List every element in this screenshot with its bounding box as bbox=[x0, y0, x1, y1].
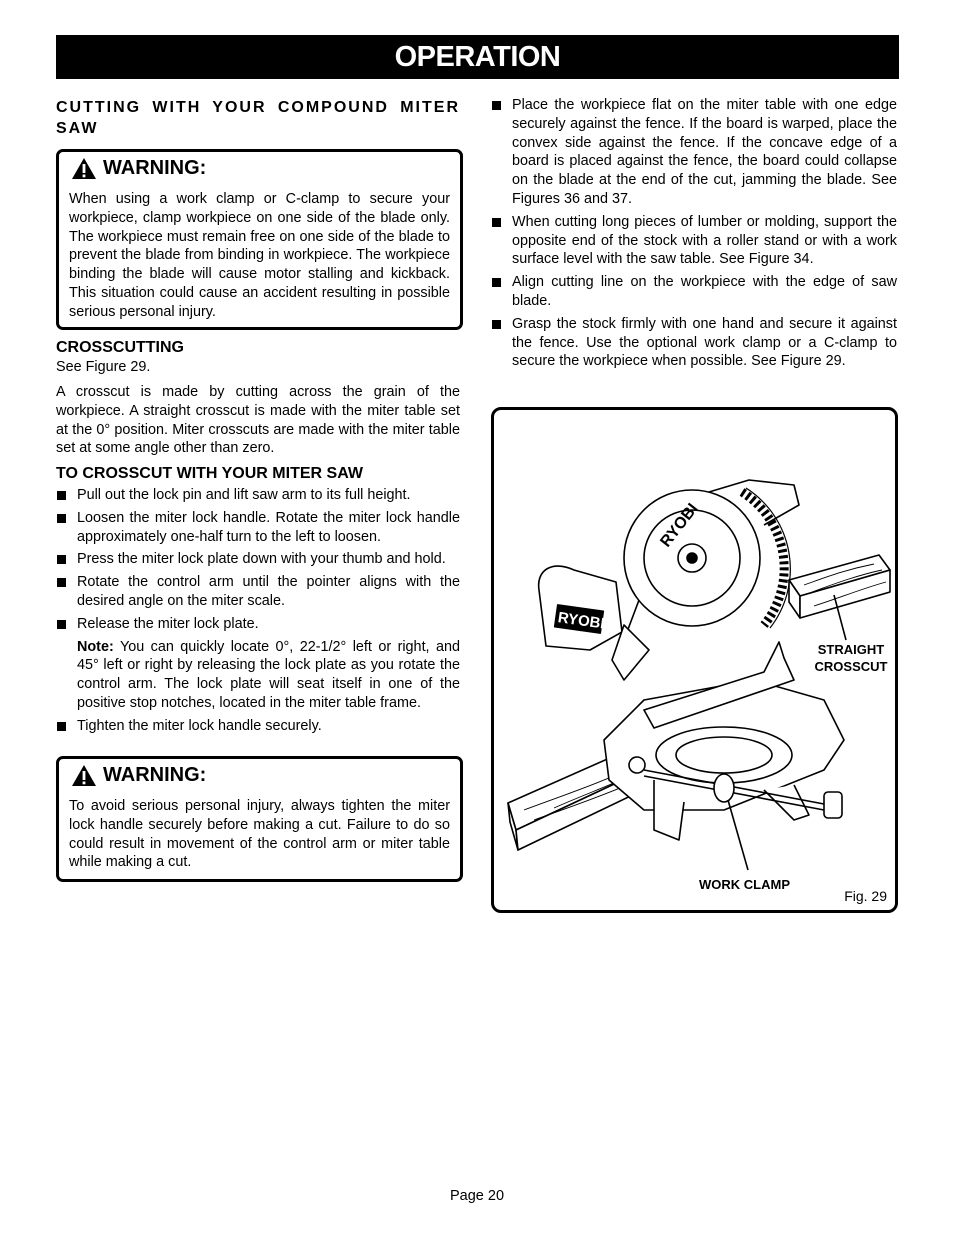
section-title: CUTTING WITH YOUR COMPOUND MITER SAW bbox=[56, 99, 460, 137]
page-header: OPERATION bbox=[56, 35, 899, 79]
list-item: Release the miter lock plate. bbox=[56, 615, 460, 634]
straight-crosscut-label bbox=[806, 641, 896, 675]
warning-heading-text: WARNING: bbox=[103, 157, 207, 179]
list-item: Place the workpiece flat on the miter table with one edge securely against the fence. If the board is warped, place the convex side against the fence. If the concave edge of a board is placed against the fence, the board could collapse on the blade at the end of the cut, jamming the blade. See Figures 36 and 37. bbox=[491, 96, 897, 209]
bullet-square-icon bbox=[492, 320, 501, 329]
to-crosscut-title: TO CROSSCUT WITH YOUR MITER SAW bbox=[56, 465, 363, 482]
straight-crosscut-label-line1: STRAIGHT bbox=[817, 642, 885, 657]
warning-triangle-icon bbox=[71, 157, 97, 180]
list-item: When cutting long pieces of lumber or molding, support the opposite end of the stock with a roller stand or with a work surface level with the saw table. See Figure 34. bbox=[491, 213, 897, 269]
work-clamp-label: WORK CLAMP bbox=[699, 877, 790, 892]
list-item: Grasp the stock firmly with one hand and secure it against the fence. Use the optional work clamp or a C-clamp to secure the workpiece when possible. See Figure 29. bbox=[491, 315, 897, 371]
figure-caption: Fig. 29 bbox=[844, 888, 887, 904]
warning-heading-text: WARNING: bbox=[103, 764, 207, 786]
crosscutting-title: CROSSCUTTING bbox=[56, 339, 184, 356]
warning-triangle-icon bbox=[71, 764, 97, 787]
bullet-square-icon bbox=[57, 620, 66, 629]
bullet-square-icon bbox=[57, 491, 66, 500]
workpiece-steps bbox=[491, 96, 897, 375]
bullet-square-icon bbox=[57, 555, 66, 564]
list-item: Align cutting line on the workpiece with the edge of saw blade. bbox=[491, 273, 897, 311]
bullet-square-icon bbox=[492, 218, 501, 227]
bullet-square-icon bbox=[492, 101, 501, 110]
brand-label-housing: RYOBI bbox=[556, 609, 606, 633]
list-item: Rotate the control arm until the pointer aligns with the desired angle on the miter scale. bbox=[56, 573, 460, 611]
warning-heading bbox=[71, 764, 206, 787]
note-label: Note: bbox=[77, 638, 114, 655]
page-number: Page 20 bbox=[449, 1188, 505, 1204]
miter-note bbox=[56, 638, 460, 713]
crosscutting-body: A crosscut is made by cutting across the grain of the workpiece. A straight crosscut is made with the miter table set at the 0° position. Miter crosscuts are made with the miter table set at some angle other than zero. bbox=[56, 384, 460, 457]
brand-label-guard: RYOBI bbox=[657, 500, 702, 551]
warning-body: To avoid serious personal injury, always tighten the miter lock handle securely before making a cut. Failure to do so could result in movement of the control arm or miter table while making a cut. bbox=[69, 798, 450, 871]
see-figure-text: See Figure 29. bbox=[56, 359, 151, 375]
warning-body: When using a work clamp or C-clamp to secure your workpiece, clamp workpiece on one side of the blade only. The workpiece must remain free on one side of the blade to prevent the blade from binding in workpiece. The workpiece binding the blade will cause motor stalling and kickback. This situation could cause an accident resulting in possible serious personal injury. bbox=[69, 191, 450, 320]
bullet-square-icon bbox=[57, 514, 66, 523]
straight-crosscut-label-line2: CROSSCUT bbox=[814, 659, 888, 674]
crosscut-steps bbox=[56, 486, 460, 740]
list-item: Press the miter lock plate down with your thumb and hold. bbox=[56, 550, 460, 569]
note-text: You can quickly locate 0°, 22-1/2° left or right, and 45° left or right by releasing the lock plate as you rotate the control arm. The lock plate will seat itself in one of the positive stop notches, located in the miter table frame. bbox=[77, 638, 460, 711]
figure-29 bbox=[491, 407, 898, 913]
list-item: Pull out the lock pin and lift saw arm to its full height. bbox=[56, 486, 460, 505]
list-item: Tighten the miter lock handle securely. bbox=[56, 717, 460, 736]
bullet-square-icon bbox=[492, 278, 501, 287]
bullet-square-icon bbox=[57, 578, 66, 587]
list-item: Loosen the miter lock handle. Rotate the miter lock handle approximately one-half turn to the left to loosen. bbox=[56, 509, 460, 547]
warning-box-tighten bbox=[56, 756, 463, 882]
warning-box-clamp bbox=[56, 149, 463, 330]
warning-heading bbox=[71, 157, 206, 180]
